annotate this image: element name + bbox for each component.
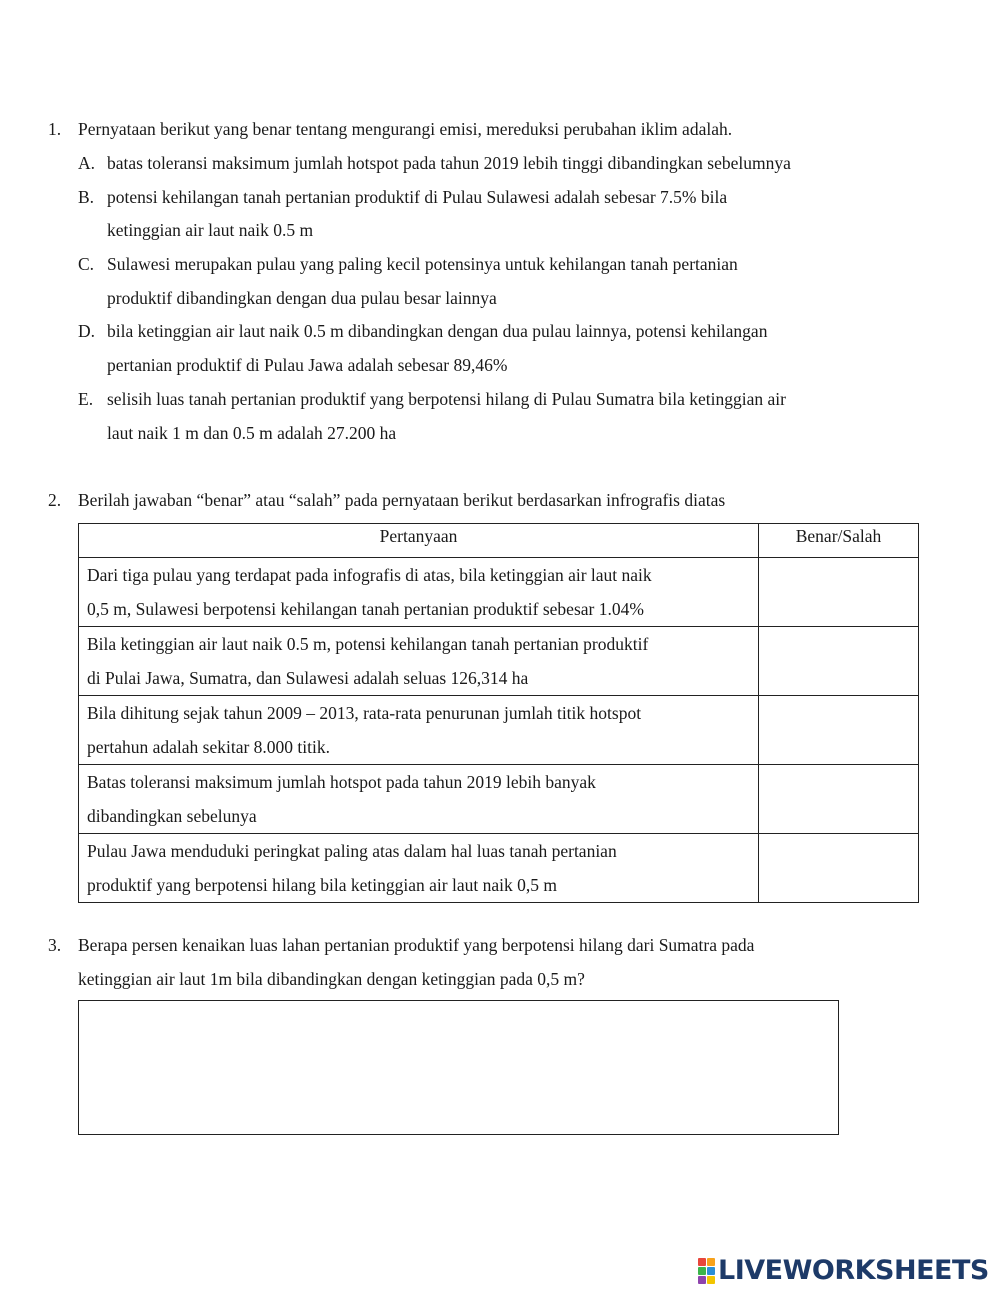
logo-block: [698, 1267, 706, 1275]
statement-line-2: pertahun adalah sekitar 8.000 titik.: [87, 737, 330, 757]
table-row: [79, 765, 919, 834]
q1-option-d-text-line2: pertanian produktif di Pulau Jawa adalah sebesar 89,46%: [107, 355, 508, 375]
answer-cell[interactable]: [759, 834, 919, 903]
q1-option-c-letter[interactable]: C.: [78, 254, 95, 274]
answer-cell[interactable]: [759, 627, 919, 696]
statement-cell: [79, 627, 759, 696]
q1-option-e-text: selisih luas tanah pertanian produktif yang berpotensi hilang di Pulau Sumatra bila ketinggian air: [107, 389, 786, 409]
statement-cell: [79, 696, 759, 765]
q3-answer-box[interactable]: [78, 1000, 839, 1135]
q1-question: Pernyataan berikut yang benar tentang mengurangi emisi, mereduksi perubahan iklim adalah.: [78, 119, 733, 139]
statement-line-1: Dari tiga pulau yang terdapat pada infografis di atas, bila ketinggian air laut naik: [87, 565, 652, 585]
q1-option-b-letter[interactable]: B.: [78, 187, 95, 207]
q3-number: 3.: [48, 935, 62, 955]
q2-number: 2.: [48, 490, 62, 510]
header-answer: Benar/Salah: [759, 524, 919, 558]
q2-question: Berilah jawaban “benar” atau “salah” pada pernyataan berikut berdasarkan infrografis diatas: [78, 490, 726, 510]
statement-line-2: produktif yang berpotensi hilang bila ketinggian air laut naik 0,5 m: [87, 875, 557, 895]
table-row: [79, 834, 919, 903]
q1-option-e-letter[interactable]: E.: [78, 389, 94, 409]
table-row: [79, 558, 919, 627]
statement-line-2: di Pulai Jawa, Sumatra, dan Sulawesi adalah seluas 126,314 ha: [87, 668, 529, 688]
q1-option-e-text-line2: laut naik 1 m dan 0.5 m adalah 27.200 ha: [107, 423, 397, 443]
q1-option-a-letter[interactable]: A.: [78, 153, 96, 173]
statement-cell: [79, 765, 759, 834]
answer-cell[interactable]: [759, 558, 919, 627]
answer-cell[interactable]: [759, 765, 919, 834]
q1-option-b-text: potensi kehilangan tanah pertanian produktif di Pulau Sulawesi adalah sebesar 7.5% bila: [107, 187, 728, 207]
logo-text: LIVEWORKSHEETS: [718, 1255, 989, 1286]
q1-option-d-text: bila ketinggian air laut naik 0.5 m dibandingkan dengan dua pulau lainnya, potensi kehilangan: [107, 321, 768, 341]
answer-cell[interactable]: [759, 696, 919, 765]
statement-line-1: Bila ketinggian air laut naik 0.5 m, potensi kehilangan tanah pertanian produktif: [87, 634, 649, 654]
q1-option-b-text-line2: ketinggian air laut naik 0.5 m: [107, 220, 314, 240]
liveworksheets-logo: [698, 1256, 989, 1286]
header-statement: Pertanyaan: [79, 524, 759, 558]
logo-block: [707, 1258, 715, 1266]
logo-block: [707, 1267, 715, 1275]
true-false-table: [78, 523, 919, 903]
logo-block: [707, 1276, 715, 1284]
table-row: [79, 627, 919, 696]
table-row: [79, 696, 919, 765]
logo-blocks-icon: [698, 1258, 715, 1284]
q3-question-line2: ketinggian air laut 1m bila dibandingkan dengan ketinggian pada 0,5 m?: [78, 969, 585, 989]
table-header-row: [79, 524, 919, 558]
statement-line-1: Batas toleransi maksimum jumlah hotspot pada tahun 2019 lebih banyak: [87, 772, 596, 792]
q1-option-d-letter[interactable]: D.: [78, 321, 96, 341]
statement-line-1: Bila dihitung sejak tahun 2009 – 2013, rata-rata penurunan jumlah titik hotspot: [87, 703, 642, 723]
q3-question: Berapa persen kenaikan luas lahan pertanian produktif yang berpotensi hilang dari Sumatra pada: [78, 935, 755, 955]
q1-number: 1.: [48, 119, 62, 139]
statement-line-1: Pulau Jawa menduduki peringkat paling atas dalam hal luas tanah pertanian: [87, 841, 617, 861]
logo-block: [698, 1276, 706, 1284]
q1-option-c-text-line2: produktif dibandingkan dengan dua pulau besar lainnya: [107, 288, 497, 308]
statement-cell: [79, 558, 759, 627]
statement-line-2: 0,5 m, Sulawesi berpotensi kehilangan tanah pertanian produktif sebesar 1.04%: [87, 599, 644, 619]
statement-line-2: dibandingkan sebelunya: [87, 806, 257, 826]
logo-block: [698, 1258, 706, 1266]
q1-option-a-text: batas toleransi maksimum jumlah hotspot pada tahun 2019 lebih tinggi dibandingkan sebelumnya: [107, 153, 791, 173]
statement-cell: [79, 834, 759, 903]
q1-option-c-text: Sulawesi merupakan pulau yang paling kecil potensinya untuk kehilangan tanah pertanian: [107, 254, 738, 274]
